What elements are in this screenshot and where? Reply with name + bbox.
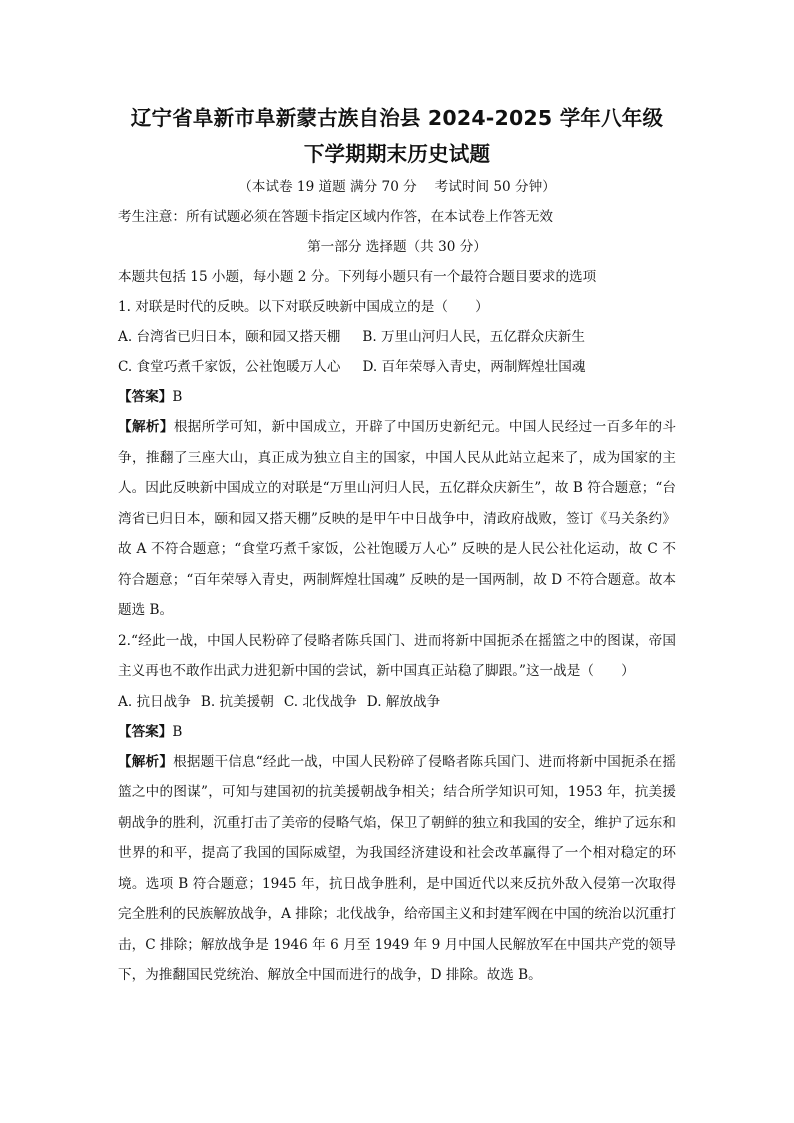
question-stem: 2.“经此一战，中国人民粉碎了侵略者陈兵国门、进而将新中国扼杀在摇篮之中的图谋，帝国主义再也不敢作出武力进犯新中国的尝试，新中国真正站稳了脚跟。”这一战是（ ）	[118, 632, 676, 679]
answer-line	[118, 382, 676, 412]
exam-notice: 考生注意：所有试题必须在答题卡指定区域内作答，在本试卷上作答无效	[118, 209, 553, 225]
question-stem: 1. 对联是时代的反映。以下对联反映新中国成立的是（ ）	[118, 299, 489, 315]
answer-tag: 【答案】	[118, 723, 173, 740]
page-title-line-2: 下学期期末历史试题	[303, 142, 491, 166]
exam-info: （本试卷 19 道题 满分 70 分 考试时间 50 分钟）	[238, 179, 556, 195]
option-b: B. 万里山河归人民，五亿群众庆新生	[362, 329, 585, 345]
option-d: D. 百年荣辱入青史，两制辉煌壮国魂	[362, 359, 586, 375]
answer-tag: 【答案】	[118, 389, 173, 405]
option-c: C. 食堂巧煮千家饭，公社饱暖万人心	[118, 359, 341, 375]
answer-line	[118, 717, 676, 747]
option-a: A. 台湾省已归日本，颐和园又搭天棚	[118, 329, 341, 345]
question-options-row-1	[118, 322, 676, 352]
page-title-line-1: 辽宁省阜新市阜新蒙古族自治县 2024-2025 学年八年级	[130, 106, 664, 130]
answer-value: B	[172, 389, 183, 405]
question-options-row-2	[118, 352, 676, 382]
option-d: D. 解放战争	[366, 693, 441, 710]
section-description: 本题共包括 15 小题，每小题 2 分。下列每小题只有一个最符合题目要求的选项	[118, 269, 597, 285]
analysis-paragraph	[118, 412, 676, 626]
option-b: B. 抗美援朝	[200, 693, 274, 710]
option-a: A. 抗日战争	[118, 693, 191, 710]
question-options-row	[118, 687, 676, 717]
option-c: C. 北伐战争	[283, 693, 357, 710]
question-1	[118, 292, 676, 626]
analysis-tag: 【解析】	[118, 753, 174, 770]
answer-value: B	[172, 723, 183, 740]
analysis-text: 根据题干信息“经此一战，中国人民粉碎了侵略者陈兵国门、进而将新中国扼杀在摇篮之中的图谋”，可知与建国初的抗美援朝战争相关；结合所学知识可知，1953 年，抗美援朝战争的胜利，沉重打击了美帝的侵略气焰，保卫了朝鲜的独立和我国的安全，维护了远东和世界的和平，提高了我国的国际威望，为我国经济建设和社会改革赢得了一个相对稳定的环境。选项 B 符合题意；1945 年，抗日战争胜利，是中国近代以来反抗外敌入侵第一次取得完全胜利的民族解放战争，A 排除；北伐战争，给帝国主义和封建军阀在中国的统治以沉重打击，C 排除；解放战争是 1946 年 6 月至 1949 年 9 月中国人民解放军在中国共产党的领导下，为推翻国民党统治、解放全中国而进行的战争，D 排除。故选 B。	[118, 753, 676, 983]
analysis-paragraph	[118, 747, 676, 991]
analysis-text: 根据所学可知，新中国成立，开辟了中国历史新纪元。中国人民经过一百多年的斗争，推翻了三座大山，真正成为独立自主的国家，中国人民从此站立起来了，成为国家的主人。因此反映新中国成立的对联是“万里山河归人民，五亿群众庆新生”，故 B 符合题意；“台湾省已归日本，颐和园又搭天棚”反映的是甲午中日战争中，清政府战败，签订《马关条约》故 A 不符合题意；“食堂巧煮千家饭，公社饱暖万人心” 反映的是人民公社化运动，故 C 不符合题意；“百年荣辱入青史，两制辉煌壮国魂” 反映的是一国两制，故 D 不符合题意。故本题选 B。	[118, 419, 677, 618]
section-title: 第一部分 选择题（共 30 分）	[307, 239, 487, 255]
analysis-tag: 【解析】	[118, 419, 174, 435]
question-2	[118, 626, 676, 991]
